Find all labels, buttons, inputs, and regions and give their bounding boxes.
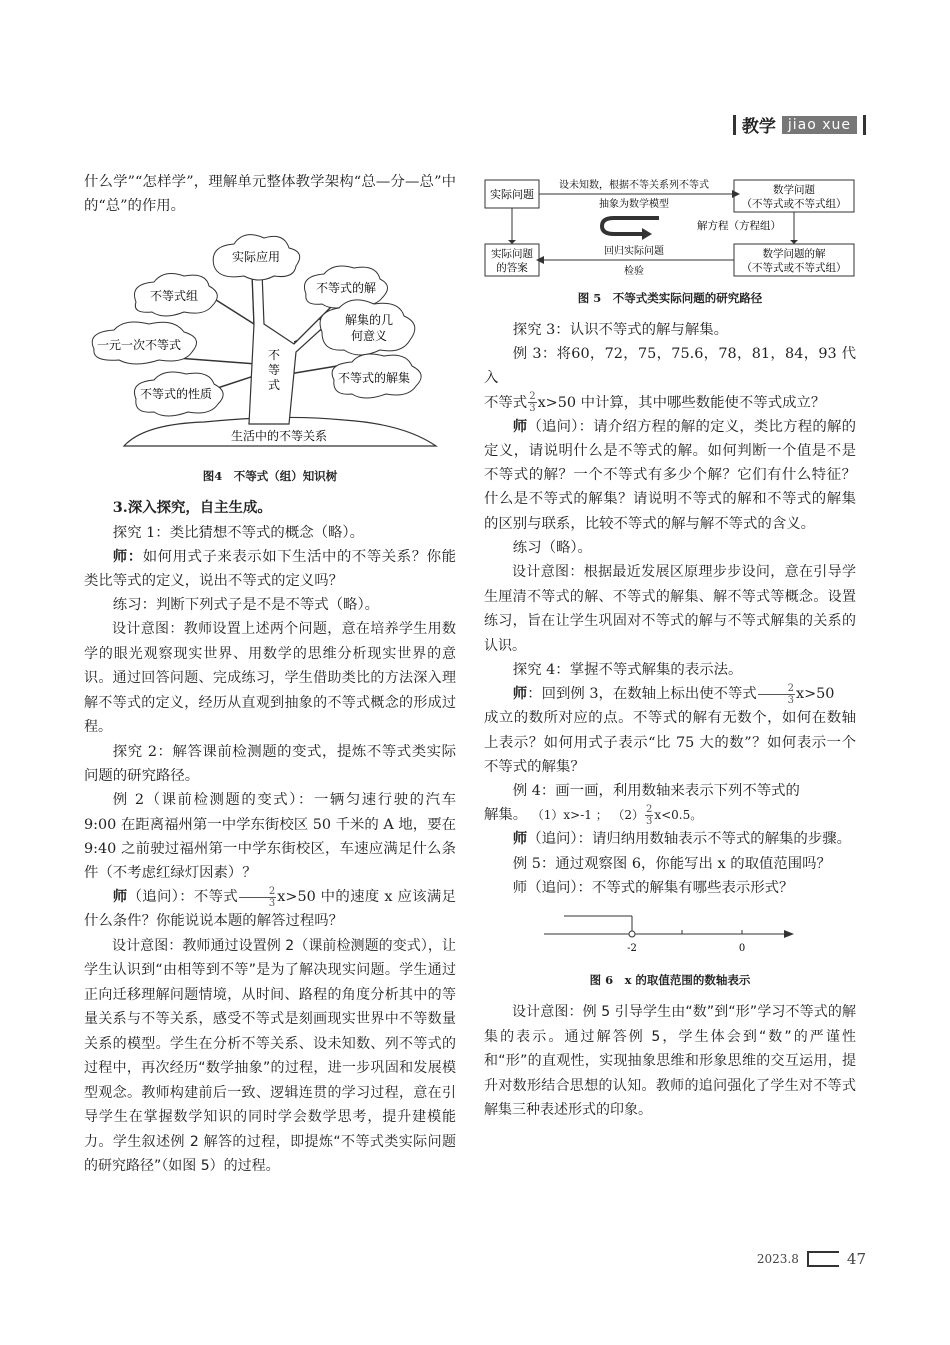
fraction-2-3-c <box>758 683 795 706</box>
teacher-question-5: （追问）：请归纳用数轴表示不等式的解集的步骤。 <box>527 831 851 848</box>
flow-edge-1: 设未知数，根据不等关系列不等式 <box>559 180 709 191</box>
tree-node-r2b: 何意义 <box>350 329 388 344</box>
fraction-2-3 <box>239 886 276 909</box>
flow-box-c2: 的答案 <box>496 262 528 274</box>
teacher-question-2-pre: （追问）：不等式 <box>127 889 239 906</box>
explore-3: 探究 3：认识不等式的解与解集。 <box>512 322 728 338</box>
fraction-num: 2 <box>529 391 536 403</box>
design-intent-1: 设计意图：教师设置上述两个问题，意在培养学生用数学的眼光观察现实世界、用数学的思维分析现实世界的意识。通过回答问题、完成练习，学生借助类比的方法深入理解不等式的定义，经历从直观到抽象的不等式概念的形成过程。 <box>84 621 456 736</box>
teacher-question-2-post: x>50 中的速度 x 应该满足什么条件？你能说说本题的解答过程吗？ <box>84 889 456 930</box>
example-2: 例 2（课前检测题的变式）：一辆匀速行驶的汽车 9:00 在距离福州第一中学东街校区 50 千米的 A 地，要在 9:40 之前驶过福州第一中学东街校区，车速应满足什么条件（不考虑红绿灯因素）？ <box>84 792 456 881</box>
teacher-label-1: 师： <box>112 547 143 565</box>
axis-label-0: 0 <box>738 943 746 955</box>
teacher-question-4-pre: ：回到例 3，在数轴上标出使不等式 <box>527 686 757 703</box>
tree-trunk-char-2: 等 <box>267 363 281 378</box>
flow-edge-5: 检验 <box>624 266 644 277</box>
flow-box-c1: 实际问题 <box>491 248 533 260</box>
right-column <box>484 170 856 1123</box>
page-footer <box>757 1250 866 1268</box>
teacher-label-2: 师 <box>112 888 128 906</box>
tree-node-l2: 一元一次不等式 <box>96 338 182 353</box>
left-column <box>84 170 456 1179</box>
tree-trunk-char-1: 不 <box>267 348 281 363</box>
teacher-label-5: 师 <box>512 830 528 848</box>
knowledge-tree <box>84 224 456 456</box>
footer-date: 2023.8 <box>756 1252 799 1266</box>
fraction-2-3-d <box>645 804 653 827</box>
fraction-2-3-b <box>528 391 536 414</box>
teacher-question-4-post: x>50 <box>795 686 835 703</box>
example-5: 例 5：通过观察图 6，你能写出 x 的取值范围吗？ <box>512 855 831 872</box>
design-intent-4: 设计意图：例 5 引导学生由“数”到“形”学习不等式的解集的表示。通过解答例 5，学生体会到“数”的严谨性和“形”的直观性，实现抽象思维和形象思维的交互运用，提升对数形结合思想的认知。教师的追问强化了学生对不等式解集三种表述形式的印象。 <box>484 1004 856 1119</box>
flow-box-d2: （不等式或不等式组） <box>741 262 847 274</box>
example-4: 例 4：画一画，利用数轴来表示下列不等式的 <box>512 783 800 800</box>
header-pinyin: jiao xue <box>782 116 857 134</box>
tree-node-l3: 不等式的性质 <box>139 387 213 402</box>
explore-4: 探究 4：掌握不等式解集的表示法。 <box>512 662 743 679</box>
example-3-inequality <box>484 391 856 415</box>
fraction-den: 3 <box>268 897 276 909</box>
teacher-question-4-rest: 成立的数所对应的点。不等式的解有无数个，如何在数轴上表示？如何用式子表示“比 75 大的数”？如何表示一个不等式的解集？ <box>484 710 856 775</box>
practice-1: 练习：判断下列式子是不是不等式（略）。 <box>112 597 380 614</box>
tree-node-r2a: 解集的几 <box>344 313 394 328</box>
figure-4 <box>84 224 456 460</box>
tree-node-l1: 不等式组 <box>149 289 199 304</box>
teacher-question-6: 师（追问）：不等式的解集有哪些表示形式？ <box>512 879 794 896</box>
header-bar-right <box>863 115 866 135</box>
flow-edge-4: 回归实际问题 <box>604 246 664 257</box>
practice-3: 练习（略）。 <box>512 539 592 556</box>
teacher-question-2-line <box>84 885 456 933</box>
intro-paragraph: 什么学”“怎样学”，理解单元整体教学架构“总—分—总”中的“总”的作用。 <box>84 174 456 215</box>
header-subject: 教学 <box>741 117 776 137</box>
tree-node-r3: 不等式的解集 <box>337 371 411 386</box>
fraction-num: 2 <box>758 683 795 695</box>
explore-1: 探究 1：类比猜想不等式的概念（略）。 <box>112 524 364 541</box>
flow-box-b1: 数学问题 <box>773 184 815 196</box>
design-intent-3: 设计意图：根据最近发展区原理步步设问，意在引导学生厘清不等式的解、不等式的解集、解不等式等概念。设置练习，旨在让学生巩固对不等式的解与不等式解集的关系的认识。 <box>484 564 856 654</box>
example-4-b: 解集。 <box>484 807 528 824</box>
fraction-num: 2 <box>239 886 276 898</box>
number-line <box>484 906 856 960</box>
example-3-pre: 不等式 <box>484 394 528 411</box>
example-4-item-1: （1）x>-1 ； <box>531 808 608 823</box>
flow-edge-3: 解方程（方程组） <box>697 220 781 232</box>
tree-node-r1: 不等式的解 <box>315 281 377 296</box>
teacher-question-1: 如何用式子来表示如下生活中的不等关系？你能类比等式的定义，说出不等式的定义吗？ <box>84 548 456 590</box>
explore-2: 探究 2：解答课前检测题的变式，提炼不等式类实际问题的研究路径。 <box>84 743 456 785</box>
running-header <box>733 112 866 137</box>
figure-5 <box>484 174 856 282</box>
teacher-question-3: （追问）：请介绍方程的解的定义，类比方程的解的定义，请说明什么是不等式的解。如何判断一个值是不是不等式的解？一个不等式有多少个解？它们有什么特征？什么是不等式的解集？请说明不等式的解和不等式的解集的区别与联系，比较不等式的解与解不等式的含义。 <box>484 418 856 532</box>
design-intent-2: 设计意图：教师通过设置例 2（课前检测题的变式），让学生认识到“由相等到不等”是为了解决现实问题。学生通过正向迁移理解问题情境，从时间、路程的角度分析其中的等量关系与不等关系，感受不等式是刻画现实世界中不等数量关系的模型。学生在分析不等关系、设未知数、列不等式的过程中，再次经历“数学抽象”的过程，进一步巩固和发展模型观念。教师构建前后一致、逻辑连贯的学习过程，意在引导学生在掌握数学知识的同时学会数学思考，提升建模能力。学生叙述例 2 解答的过程，即提炼“不等式类实际问题的研究路径”（如图 5）的过程。 <box>84 937 456 1175</box>
flow-diagram <box>484 174 856 278</box>
example-4-item-2-post: x<0.5。 <box>654 808 703 823</box>
flow-box-b2: （不等式或不等式组） <box>741 198 847 210</box>
fraction-den: 3 <box>529 403 536 415</box>
figure-6-caption: 图 6 x 的取值范围的数轴表示 <box>589 973 751 988</box>
journal-logo-icon <box>807 1251 839 1267</box>
page-number: 47 <box>846 1250 866 1268</box>
flow-box-a: 实际问题 <box>490 188 534 201</box>
flow-box-d1: 数学问题的解 <box>762 248 826 260</box>
example-4-items <box>484 803 856 827</box>
figure-6 <box>484 906 856 964</box>
header-bar <box>733 115 736 135</box>
fraction-num: 2 <box>645 803 653 815</box>
axis-label-minus2: -2 <box>627 943 637 955</box>
tree-base-label: 生活中的不等关系 <box>230 429 328 444</box>
section-heading-3: 3.深入探究，自主生成。 <box>112 499 272 517</box>
figure-5-caption: 图 5 不等式类实际问题的研究路径 <box>577 291 763 305</box>
tree-node-top: 实际应用 <box>231 250 281 265</box>
flow-edge-2: 抽象为数学模型 <box>599 199 669 210</box>
tree-trunk-char-3: 式 <box>267 378 281 393</box>
example-3-post: x>50 中计算，其中哪些数能使不等式成立？ <box>537 394 826 411</box>
teacher-label-4: 师 <box>512 685 528 703</box>
fraction-den: 3 <box>787 694 794 706</box>
fraction-den: 3 <box>645 815 653 827</box>
example-3: 例 3：将60，72，75，75.6，78，81，84，93 代入 <box>484 346 856 387</box>
example-4-item-2: （2） <box>612 808 644 823</box>
teacher-label-3: 师 <box>512 417 528 435</box>
figure-4-caption: 图4 不等式（组）知识树 <box>202 469 338 484</box>
